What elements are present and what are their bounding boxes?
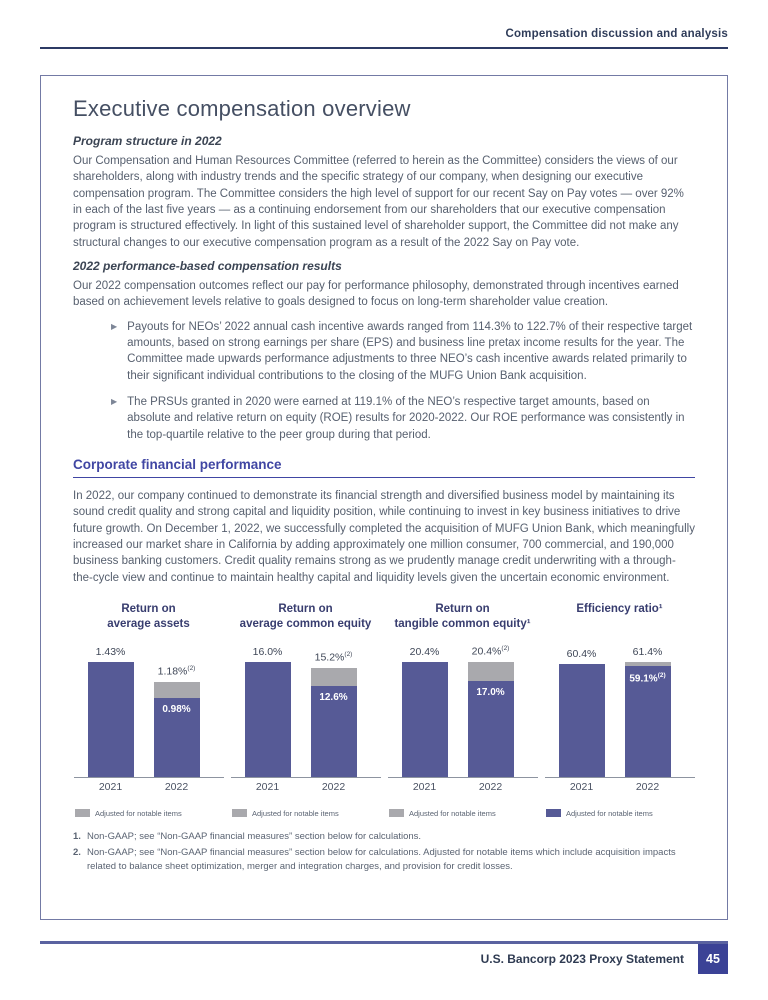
chart-legend (73, 809, 224, 818)
bullet-arrow-icon: ▶ (111, 321, 118, 331)
footnote-number: 2. (73, 847, 81, 859)
bar-2022-segment-label: 0.98% (162, 703, 191, 715)
bar-2022-segment-label: 12.6% (319, 691, 348, 703)
bar-2022 (468, 662, 514, 777)
program-structure-heading: Program structure in 2022 (73, 134, 222, 148)
x-tick-2022: 2022 (635, 780, 660, 793)
footnote-text: Non-GAAP; see “Non-GAAP financial measures” section below for calculations. Adjusted for notable items which include acquisition impacts related to balance sheet optimization, merger and integration charges, and provision for credit losses. (87, 847, 676, 872)
bar-chart (387, 602, 538, 818)
footnote-text: Non-GAAP; see “Non-GAAP financial measures” section below for calculations. (87, 830, 422, 842)
page-footer (40, 941, 728, 974)
x-axis-labels (388, 781, 538, 797)
bullet-text: The PRSUs granted in 2020 were earned at 119.1% of the NEO’s respective target amounts, based on absolute and relative return on equity (ROE) results for 2020-2022. Our ROE performance was consistently in the top-quartile relative to the peer group during that period. (127, 395, 685, 441)
legend-swatch (75, 809, 90, 817)
chart-legend (230, 809, 381, 818)
content-box (40, 75, 728, 920)
bar-2022-notable-items-segment (468, 662, 514, 681)
bar-2021-value-label: 20.4% (409, 645, 440, 658)
legend-swatch (546, 809, 561, 817)
footnotes (73, 830, 695, 873)
bar-chart (544, 602, 695, 818)
bar-2022-value-label: 15.2%$^{(2)}$ (314, 651, 353, 664)
bar-2022-segment-label: 17.0% (476, 686, 505, 698)
bar-2022-value-label: 1.18%$^{(2)}$ (157, 665, 196, 678)
breadcrumb: Compensation discussion and analysis (505, 28, 728, 40)
footer-title: U.S. Bancorp 2023 Proxy Statement (480, 952, 684, 966)
legend-swatch (232, 809, 247, 817)
legend-label: Adjusted for notable items (566, 808, 653, 818)
chart-title: Return on average assets (107, 602, 190, 630)
chart-legend (544, 809, 695, 818)
x-tick-2022: 2022 (321, 780, 346, 793)
list-item (111, 394, 695, 443)
footnote-number: 1. (73, 830, 81, 842)
corporate-performance-paragraph: In 2022, our company continued to demonstrate its financial strength and diversified business model by maintaining its sound credit quality and strong capital and liquidity position, while continuing to invest in key business initiatives to drive future growth. On December 1, 2022, we successfully completed the acquisition of MUFG Union Bank, which meaningfully increased our market share in California by adding approximately one million consumer, 700 commercial, and 190,000 business banking customers. Credit quality remains strong as we prudently manage credit underwriting with a through-the-cycle view and continue to maintain healthy capital and liquidity levels given the uncertain economic environment. (73, 489, 695, 584)
corporate-financial-performance-heading: Corporate financial performance (73, 457, 695, 478)
page-title: Executive compensation overview (73, 96, 411, 121)
page-number-badge: 45 (698, 944, 728, 974)
chart-title: Return on average common equity (239, 602, 372, 630)
bar-2022-notable-items-segment (311, 668, 357, 686)
charts-row (73, 602, 695, 818)
bar-2022-value-label: 20.4%$^{(2)}$ (471, 645, 510, 658)
bar-2022 (154, 682, 200, 777)
bar-2022-notable-items-segment (154, 682, 200, 698)
results-heading: 2022 performance-based compensation results (73, 258, 342, 273)
chart-title: Return on tangible common equity¹ (394, 602, 531, 630)
bar-2021 (402, 662, 448, 777)
results-paragraph: Our 2022 compensation outcomes reflect our pay for performance philosophy, demonstrated through incentives earned based on achievement levels relative to goals designed to focus on long-term shareholder value creation. (73, 279, 679, 309)
bar-2022 (311, 668, 357, 777)
bar-2021 (559, 664, 605, 777)
bar-2021-value-label: 16.0% (252, 645, 283, 658)
x-axis-labels (231, 781, 381, 797)
x-tick-2022: 2022 (478, 780, 503, 793)
bar-2022-value-label: 61.4% (632, 645, 663, 658)
bar-2021 (245, 662, 291, 777)
bar-2021-value-label: 60.4% (566, 647, 597, 660)
bullet-text: Payouts for NEOs’ 2022 annual cash incentive awards ranged from 114.3% to 122.7% of their respective target amounts, based on strong earnings per share (EPS) and business line pretax income results for the year. The Committee made upwards performance adjustments to three NEO’s cash incentive awards related primarily to their significant individual contributions to the closing of the MUFG Union Bank acquisition. (127, 320, 693, 382)
x-axis-labels (545, 781, 695, 797)
chart-legend (387, 809, 538, 818)
bar-2021 (88, 662, 134, 777)
legend-label: Adjusted for notable items (252, 808, 339, 818)
chart-plot (388, 642, 538, 778)
bar-chart (230, 602, 381, 818)
legend-label: Adjusted for notable items (409, 808, 496, 818)
x-tick-2021: 2021 (412, 780, 437, 793)
list-item (111, 319, 695, 384)
x-axis-labels (74, 781, 224, 797)
legend-label: Adjusted for notable items (95, 808, 182, 818)
x-tick-2021: 2021 (569, 780, 594, 793)
bar-2022-segment-label: 59.1%$^{(2)}$ (629, 671, 666, 685)
chart-title: Efficiency ratio¹ (576, 602, 663, 615)
x-tick-2021: 2021 (98, 780, 123, 793)
x-tick-2021: 2021 (255, 780, 280, 793)
bar-2021-value-label: 1.43% (95, 645, 126, 658)
footnote-2 (73, 846, 695, 873)
header-rule (40, 47, 728, 49)
chart-plot (231, 642, 381, 778)
bullet-arrow-icon: ▶ (111, 396, 118, 406)
bar-chart (73, 602, 224, 818)
footnote-1 (73, 830, 695, 843)
page-header (0, 0, 768, 49)
x-tick-2022: 2022 (164, 780, 189, 793)
bullet-list (111, 319, 695, 443)
program-structure-paragraph: Our Compensation and Human Resources Committee (referred to herein as the Committee) considers the views of our shareholders, along with industry trends and the specific strategy of our company, when designing our executive compensation program. The Committee considers the high level of support for our recent Say on Pay votes — over 92% in each of the last five years — as a continuing endorsement from our shareholders that our executive compensation program is structured effectively. In light of this sustained level of shareholder support, the Committee did not make any structural changes to our executive compensation program as a result of the 2022 Say on Pay vote. (73, 155, 684, 249)
legend-swatch (389, 809, 404, 817)
chart-plot (74, 642, 224, 778)
chart-plot (545, 642, 695, 778)
